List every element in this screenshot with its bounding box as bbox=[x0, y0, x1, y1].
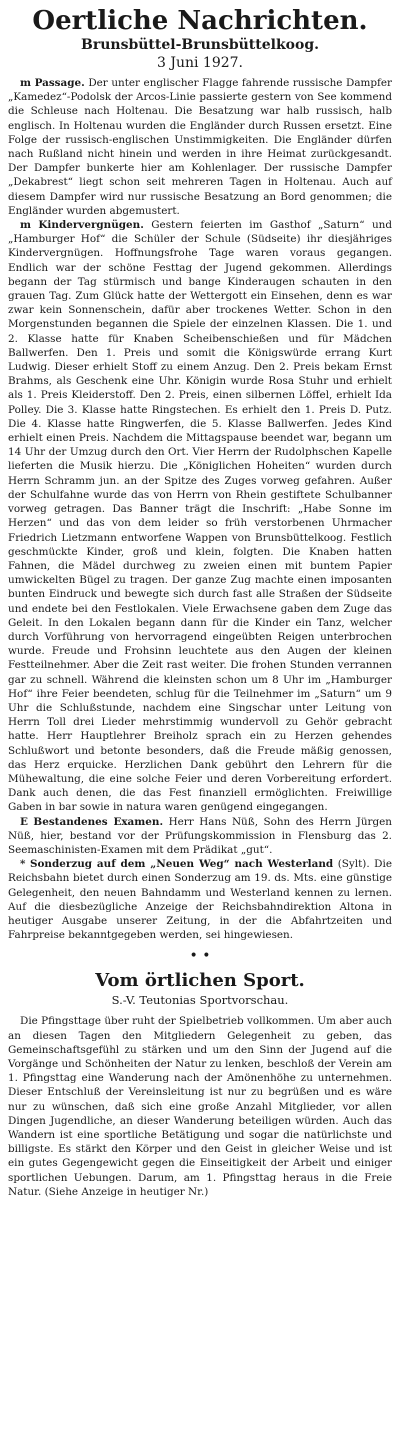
article-heading: Passage. bbox=[34, 77, 85, 89]
section-separator: • • bbox=[189, 948, 211, 965]
article-marker: * bbox=[20, 858, 26, 871]
sport-subtitle: S.-V. Teutonias Sportvorschau. bbox=[111, 993, 289, 1008]
article-sonderzug bbox=[8, 857, 392, 942]
article-text: Der unter englischer Flagge fahrende russische Dampfer „Kamedez“-Podolsk der Arcos-Linie passierte gestern von See kommend die Schleuse nach Holtenau. Die Besatzung war halb russisch, halb englisch. In Holtenau wurden die Engländer durch Russen ersetzt. Eine Folge der russisch-englischen Unstimmigkeiten. Die Engländer dürfen nach Rußland nicht hinein und werden in ihre Heimat zurückgesandt. Der Dampfer bunkerte hier am Kohlenlager. Der russische Dampfer „Dekabrest“ liegt schon seit mehreren Tagen in Holtenau. Auch auf diesem Dampfer wird nur russische Besatzung an Bord genommen; die Engländer wurden abgemustert. bbox=[8, 77, 392, 217]
article-heading: Kindervergnügen. bbox=[38, 219, 144, 232]
article-text: (Sylt). Die Reichsbahn bietet durch einen Sonderzug am 19. ds. Mts. eine günstige Gelegenheit, den neuen Bahndamm und Westerland kennen zu lernen. Auf die diesbezügliche Anzeige der Reichsbahndirektion Altona in heutiger Ausgabe unserer Zeitung, in der die Abfahrtzeiten und Fahrpreise bekanntgegeben werden, sei hingewiesen. bbox=[8, 858, 392, 942]
article-text: Gestern feierten im Gasthof „Saturn“ und „Hamburger Hof“ die Schüler der Schule (Südseite) ihr diesjähriges Kindervergnügen. Hoffnungsfrohe Tage waren voraus gegangen. Endlich war der schöne Festtag der Jugend gekommen. Allerdings begann der Tag stürmisch und bange Kinderaugen schauten in den grauen Tag. Zum Glück hatte der Wettergott ein Einsehen, denn es war zwar kein Sonnenschein, dafür aber trockenes Wetter. Schon in den Morgenstunden begannen die Spiele der einzelnen Klassen. Die 1. und 2. Klasse hatte für Knaben Scheibenschießen und für Mädchen Ballwerfen. Den 1. Preis und somit die Königswürde errang Kurt Ludwig. Dieser erhielt Stoff zu einem Anzug. Den 2. Preis bekam Ernst Brahms, als Geschenk eine Uhr. Königin wurde Rosa Stuhr und erhielt als 1. Preis Kleiderstoff. Den 2. Preis, einen silbernen Löffel, erhielt Ida Polley. Die 3. Klasse hatte Ringstechen. Es erhielt den 1. Preis D. Putz. Die 4. Klasse hatte Ringwerfen, die 5. Klasse Ballwerfen. Jedes Kind erhielt einen Preis. Nachdem die Mittagspause beendet war, begann um 14 Uhr der Umzug durch den Ort. Vier Herrn der Rudolphschen Kapelle lieferten die Musik hierzu. Die „Königlichen Hoheiten“ wurden durch Herrn Schramm jun. an der Spitze des Zuges vorweg gefahren. Außer der Schulfahne wurde das von Herrn von Rhein gestiftete Schulbanner vorweg getragen. Das Banner trägt die Inschrift: „Habe Sonne im Herzen“ und das von dem leider so früh verstorbenen Uhrmacher Friedrich Lietzmann entworfene Wappen von Brunsbüttelkoog. Festlich geschmückte Kinder, groß und klein, folgten. Die Knaben hatten Fahnen, die Mädel durchweg zu zweien einen mit buntem Papier umwickelten Bügel zu tragen. Der ganze Zug machte einen imposanten bunten Eindruck und bewegte sich durch fast alle Straßen der Südseite und endete bei den Festlokalen. Viele Erwachsene gaben dem Zuge das Geleit. In den Lokalen begann dann für die Kinder ein Tanz, welcher durch Vorführung von hervorragend eingeübten Reigen unterbrochen wurde. Freude und Frohsinn leuchtete aus den Augen der kleinen Festteilnehmer. Aber die Zeit rast weiter. Die frohen Stunden verrannen gar zu schnell. Während die kleinsten schon um 8 Uhr im „Hamburger Hof“ ihre Feier beendeten, schlug für die Teilnehmer im „Saturn“ um 9 Uhr die Schlußstunde, nachdem eine Singschar unter Leitung von Herrn Toll drei Lieder mehrstimmig wundervoll zu Gehör gebracht hatte. Herr Hauptlehrer Breiholz sprach ein zu Herzen gehendes Schlußwort und betonte besonders, daß die Freude mäßig genossen, das Herz erquicke. Herzlichen Dank gebührt den Lehrern für die Mühewaltung, die eine solche Feier und deren Vorbereitung erfordert. Dank auch denen, die das Fest finanziell ermöglichten. Freiwillige Gaben in bar sowie in natura waren genügend eingegangen. bbox=[8, 219, 392, 814]
article-marker: E bbox=[20, 815, 28, 828]
article-marker: m bbox=[20, 219, 31, 232]
article-heading: Bestandenes Examen. bbox=[33, 815, 164, 828]
article-text: Herr Hans Nüß, Sohn des Herrn Jürgen Nüß, hier, bestand vor der Prüfungskommission in Flensburg das 2. Seemaschinisten-Examen mit dem Prädikat „gut“. bbox=[8, 815, 392, 856]
article-examen bbox=[8, 815, 392, 858]
sport-title: Vom örtlichen Sport. bbox=[95, 970, 305, 992]
page-title: Oertliche Nachrichten. bbox=[32, 6, 368, 36]
article-passage bbox=[8, 76, 392, 218]
article-marker: m bbox=[20, 77, 31, 89]
page-date: 3 Juni 1927. bbox=[156, 55, 243, 71]
article-kindervergnuegen bbox=[8, 218, 392, 815]
sport-article-text: Die Pfingsttage über ruht der Spielbetrieb vollkommen. Um aber auch an diesen Tagen den Mitgliedern Gelegenheit zu geben, das Gemeinschaftsgefühl zu stärken und um den Sinn der Jugend auf die Vorgänge und Schönheiten der Natur zu lenken, beschloß der Verein am 1. Pfingsttag eine Wanderung nach der Amönenhöhe zu unternehmen. Dieser Entschluß der Vereinsleitung ist nur zu begrüßen und es wäre nur zu wünschen, daß sich eine große Anzahl Mitglieder, vor allen Dingen Jugendliche, an dieser Wanderung beteiligen würden. Auch das Wandern ist eine sportliche Betätigung und sogar die natürlichste und billigste. Es stärkt den Körper und den Geist in gleicher Weise und ist ein gutes Gegengewicht gegen die Einseitigkeit der Arbeit und einiger sportlichen Uebungen. Darum, am 1. Pfingsttag heraus in die Freie Natur. (Siehe Anzeige in heutiger Nr.) bbox=[8, 1015, 393, 1198]
article-heading: Sonderzug auf dem „Neuen Weg“ nach Westerland bbox=[30, 858, 334, 871]
page-subtitle: Brunsbüttel-Brunsbüttelkoog. bbox=[81, 37, 319, 53]
